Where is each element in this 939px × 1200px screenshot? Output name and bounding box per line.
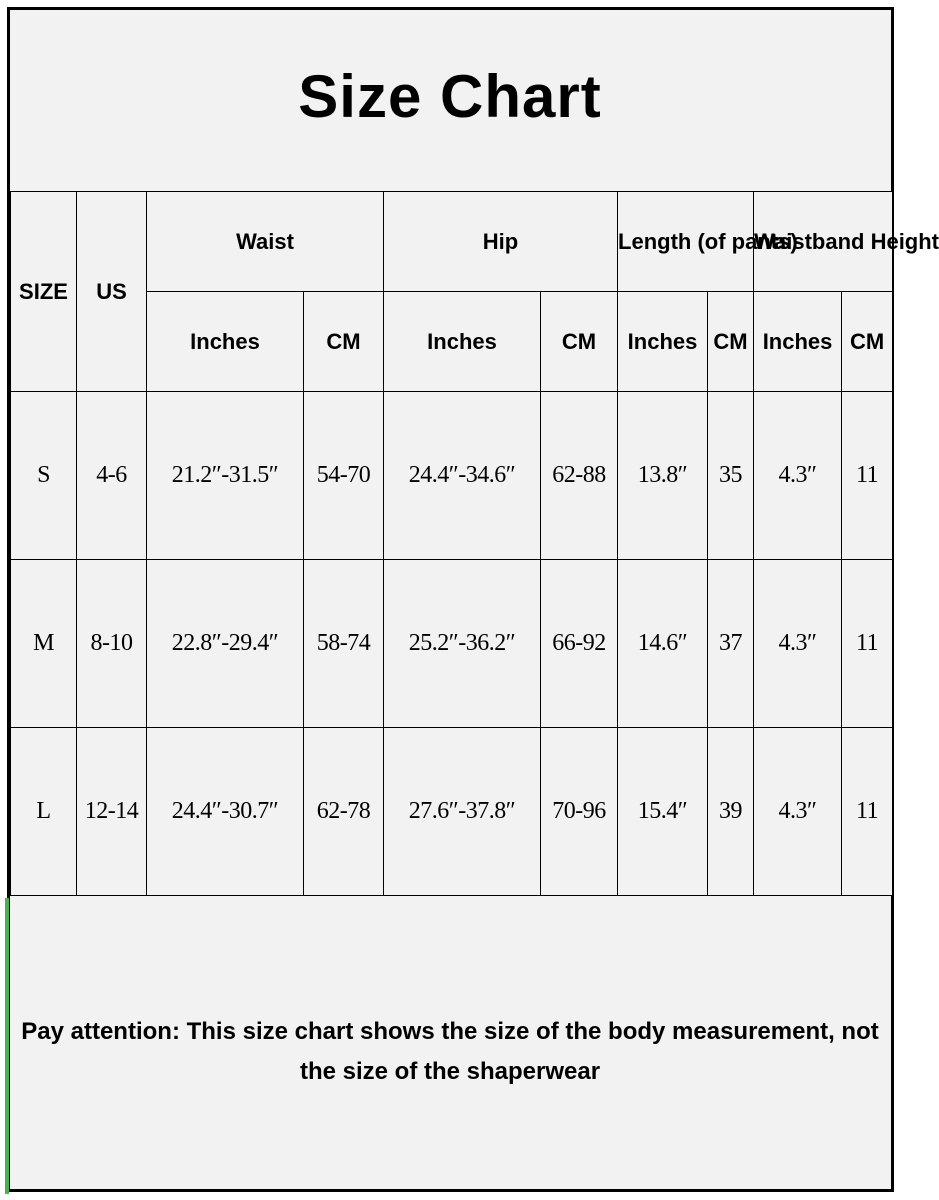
size-header: SIZE <box>11 192 77 392</box>
size-table <box>10 191 939 896</box>
waistband-cm-cell: 11 <box>842 392 893 560</box>
waist-cm-header: CM <box>304 292 384 392</box>
attention-note: Pay attention: This size chart shows the size of the body measurement, not the size of the shaperwear <box>21 1018 879 1085</box>
length-cm-header: CM <box>708 292 754 392</box>
page-title: Size Chart <box>298 63 602 130</box>
hip-cm-cell: 70-96 <box>541 728 618 896</box>
length-inches-cell: 15.4″ <box>618 728 708 896</box>
table-row <box>11 392 893 560</box>
waistband-cm-cell: 11 <box>842 560 893 728</box>
size-cell: S <box>11 392 77 560</box>
length-inches-cell: 13.8″ <box>618 392 708 560</box>
length-cm-cell: 35 <box>708 392 754 560</box>
table-row <box>11 560 893 728</box>
size-cell: L <box>11 728 77 896</box>
length-cm-cell: 37 <box>708 560 754 728</box>
waistband-inches-cell: 4.3″ <box>754 392 842 560</box>
us-cell: 8-10 <box>77 560 147 728</box>
selection-edge-line <box>5 898 9 1194</box>
hip-inches-cell: 27.6″-37.8″ <box>384 728 541 896</box>
waist-cm-cell: 54-70 <box>304 392 384 560</box>
length-cm-cell: 39 <box>708 728 754 896</box>
us-cell: 4-6 <box>77 392 147 560</box>
hip-cm-cell: 66-92 <box>541 560 618 728</box>
waist-inches-cell: 22.8″-29.4″ <box>147 560 304 728</box>
length-inches-cell: 14.6″ <box>618 560 708 728</box>
hip-header: Hip <box>384 192 618 292</box>
waist-inches-cell: 21.2″-31.5″ <box>147 392 304 560</box>
waist-cm-cell: 62-78 <box>304 728 384 896</box>
waistband-inches-header: Inches <box>754 292 842 392</box>
waist-header: Waist <box>147 192 384 292</box>
hip-inches-header: Inches <box>384 292 541 392</box>
waistband-cm-cell: 11 <box>842 728 893 896</box>
header-row-1 <box>11 192 893 292</box>
length-inches-header: Inches <box>618 292 708 392</box>
length-header: Length (of pants) <box>618 192 754 292</box>
us-header: US <box>77 192 147 392</box>
waist-cm-cell: 58-74 <box>304 560 384 728</box>
hip-cm-cell: 62-88 <box>541 392 618 560</box>
table-row <box>11 728 893 896</box>
size-cell: M <box>11 560 77 728</box>
us-cell: 12-14 <box>77 728 147 896</box>
waist-inches-header: Inches <box>147 292 304 392</box>
waistband-header: Waistband Height <box>754 192 893 292</box>
waist-inches-cell: 24.4″-30.7″ <box>147 728 304 896</box>
hip-inches-cell: 25.2″-36.2″ <box>384 560 541 728</box>
waistband-inches-cell: 4.3″ <box>754 560 842 728</box>
waistband-inches-cell: 4.3″ <box>754 728 842 896</box>
waistband-cm-header: CM <box>842 292 893 392</box>
hip-cm-header: CM <box>541 292 618 392</box>
hip-inches-cell: 24.4″-34.6″ <box>384 392 541 560</box>
